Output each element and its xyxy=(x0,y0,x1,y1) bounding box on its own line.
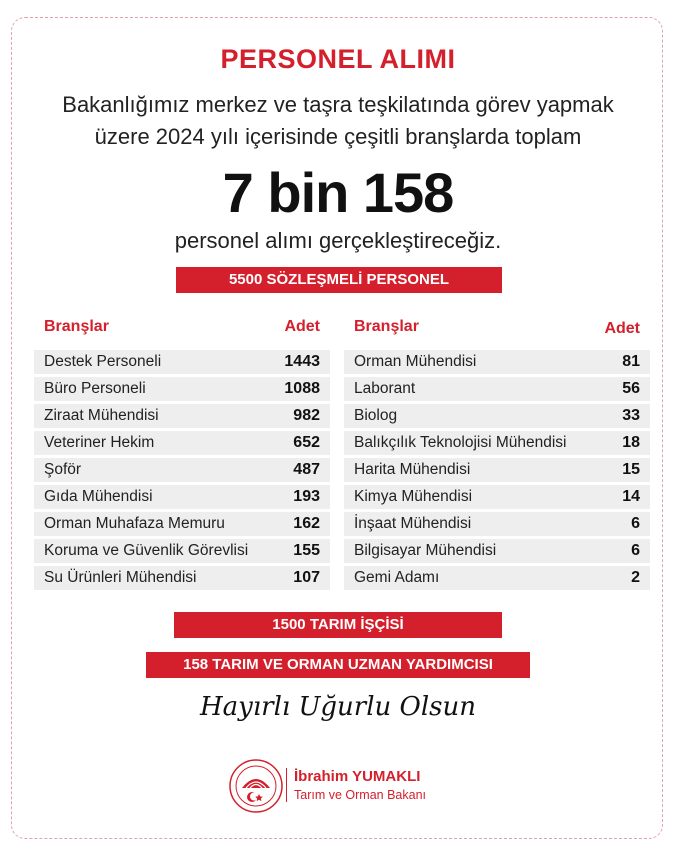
branch-name: Harita Mühendisi xyxy=(354,461,471,478)
branch-count: 1088 xyxy=(284,380,320,397)
left-branch-list xyxy=(34,350,330,593)
signature-text: Hayırlı Uğurlu Olsun xyxy=(199,692,477,722)
branch-name: Biolog xyxy=(354,407,398,424)
contract-personnel-bar: 5500 SÖZLEŞMELİ PERSONEL xyxy=(176,267,502,293)
branch-count: 33 xyxy=(622,407,640,424)
minister-title: Tarım ve Orman Bakanı xyxy=(294,788,426,802)
branch-name: Balıkçılık Teknolojisi Mühendisi xyxy=(354,434,567,451)
table-row xyxy=(34,539,330,563)
branch-count: 982 xyxy=(293,407,320,424)
assistant-expert-bar: 158 TARIM VE ORMAN UZMAN YARDIMCISI xyxy=(146,652,530,678)
branch-name: Gıda Mühendisi xyxy=(44,488,153,505)
branch-count: 155 xyxy=(293,542,320,559)
branch-count: 193 xyxy=(293,488,320,505)
table-row xyxy=(344,566,650,590)
table-row xyxy=(344,539,650,563)
left-branch-header: Branşlar xyxy=(44,318,109,335)
table-row xyxy=(344,350,650,374)
ministry-emblem-icon xyxy=(228,758,284,814)
branch-name: Büro Personeli xyxy=(44,380,146,397)
divider xyxy=(286,768,287,802)
table-row xyxy=(34,485,330,509)
branch-count: 107 xyxy=(293,569,320,586)
branch-name: Kimya Mühendisi xyxy=(354,488,473,505)
intro-line-3: personel alımı gerçekleştireceğiz. xyxy=(174,228,502,253)
branch-count: 1443 xyxy=(284,353,320,370)
table-row xyxy=(34,350,330,374)
right-count-header: Adet xyxy=(604,320,640,337)
branch-name: Gemi Adamı xyxy=(354,569,440,586)
branch-count: 81 xyxy=(622,353,640,370)
table-row xyxy=(344,377,650,401)
table-row xyxy=(34,377,330,401)
total-highlight: 7 bin 158 xyxy=(222,161,454,224)
agricultural-worker-bar: 1500 TARIM İŞÇİSİ xyxy=(174,612,502,638)
right-branch-list xyxy=(344,350,650,593)
table-row xyxy=(34,566,330,590)
table-row xyxy=(344,512,650,536)
branch-name: Su Ürünleri Mühendisi xyxy=(44,569,197,586)
branch-count: 487 xyxy=(293,461,320,478)
branch-count: 14 xyxy=(622,488,640,505)
branch-count: 15 xyxy=(622,461,640,478)
right-branch-header: Branşlar xyxy=(354,318,419,335)
table-row xyxy=(34,431,330,455)
branch-count: 6 xyxy=(631,542,640,559)
branch-count: 162 xyxy=(293,515,320,532)
table-row xyxy=(34,512,330,536)
table-row xyxy=(344,485,650,509)
intro-line-2: üzere 2024 yılı içerisinde çeşitli branşlarda toplam xyxy=(94,124,582,149)
branch-name: Ziraat Mühendisi xyxy=(44,407,159,424)
intro-line-1: Bakanlığımız merkez ve taşra teşkilatında görev yapmak xyxy=(62,92,614,117)
branch-name: Destek Personeli xyxy=(44,353,162,370)
branch-name: Laborant xyxy=(354,380,416,397)
branch-name: Orman Mühendisi xyxy=(354,353,477,370)
right-column-header xyxy=(344,314,650,340)
branch-name: Şoför xyxy=(44,461,82,478)
left-count-header: Adet xyxy=(284,318,320,335)
branch-count: 652 xyxy=(293,434,320,451)
branch-count: 2 xyxy=(631,569,640,586)
table-row xyxy=(344,404,650,428)
branch-count: 6 xyxy=(631,515,640,532)
page-title: PERSONEL ALIMI xyxy=(220,44,456,74)
table-row xyxy=(34,404,330,428)
branch-name: Bilgisayar Mühendisi xyxy=(354,542,497,559)
branch-name: Koruma ve Güvenlik Görevlisi xyxy=(44,542,249,559)
branch-name: Veteriner Hekim xyxy=(44,434,155,451)
left-column-header xyxy=(34,314,330,340)
table-row xyxy=(344,458,650,482)
branch-count: 56 xyxy=(622,380,640,397)
table-row xyxy=(34,458,330,482)
minister-name: İbrahim YUMAKLI xyxy=(294,768,421,785)
branch-count: 18 xyxy=(622,434,640,451)
branch-name: Orman Muhafaza Memuru xyxy=(44,515,225,532)
table-row xyxy=(344,431,650,455)
branch-name: İnşaat Mühendisi xyxy=(354,515,472,532)
